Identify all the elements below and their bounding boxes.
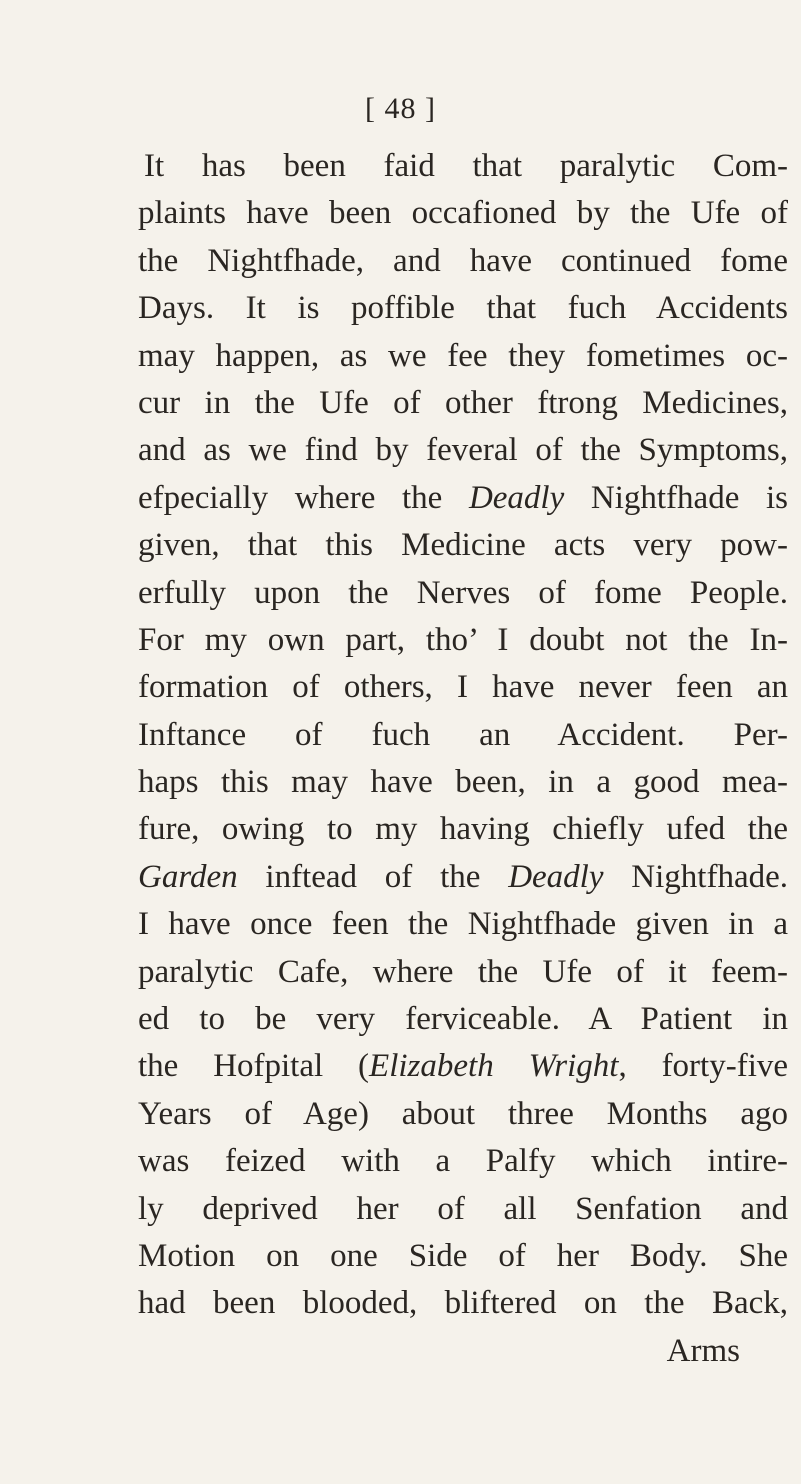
text-line xyxy=(138,806,788,853)
text-segment: Nightfhade. xyxy=(603,858,788,895)
text-segment: fure, owing to my having chiefly ufed the xyxy=(138,811,788,848)
text-segment: Years of Age) about three Months ago xyxy=(138,1095,788,1132)
text-segment: ed to be very ferviceable. A Patient in xyxy=(138,1001,788,1038)
text-segment: Nightfhade is xyxy=(564,479,788,516)
text-segment: Motion on one Side of her Body. She xyxy=(138,1237,788,1274)
text-segment: ly deprived her of all Senfation and xyxy=(138,1190,788,1227)
text-line xyxy=(138,854,788,901)
italic-text: Deadly xyxy=(508,858,604,895)
text-line xyxy=(138,427,788,474)
text-segment: formation of others, I have never feen an xyxy=(138,669,788,706)
text-line xyxy=(138,1091,788,1138)
text-segment: Inftance of fuch an Accident. Per- xyxy=(138,716,788,753)
text-segment: and as we find by feveral of the Symptoms, xyxy=(138,432,788,469)
text-line xyxy=(138,143,788,190)
italic-text: Elizabeth Wright xyxy=(369,1048,619,1085)
text-line xyxy=(138,712,788,759)
italic-text: Garden xyxy=(138,858,238,895)
text-segment: the Nightfhade, and have continued fome xyxy=(138,242,788,279)
text-segment: It has been faid that paralytic Com- xyxy=(144,148,788,184)
text-line xyxy=(138,1043,788,1090)
text-line xyxy=(138,901,788,948)
text-line xyxy=(138,949,788,996)
text-segment: inftead of the xyxy=(237,858,509,895)
text-line xyxy=(138,1280,788,1327)
text-line xyxy=(138,1138,788,1185)
text-segment: had been blooded, bliftered on the Back, xyxy=(138,1285,788,1322)
text-segment: paralytic Cafe, where the Ufe of it feem- xyxy=(138,953,788,990)
text-line xyxy=(138,570,788,617)
text-line xyxy=(138,996,788,1043)
text-line xyxy=(138,522,788,569)
text-line xyxy=(138,1186,788,1233)
text-line xyxy=(138,190,788,237)
text-segment: the Hofpital ( xyxy=(138,1048,370,1085)
text-line xyxy=(138,285,788,332)
text-segment: erfully upon the Nerves of fome People. xyxy=(138,574,788,611)
text-line xyxy=(138,664,788,711)
text-segment: Days. It is poffible that fuch Accidents xyxy=(138,290,788,327)
text-segment: , forty-five xyxy=(618,1048,789,1085)
body-text xyxy=(138,143,788,1375)
page-number: [ 48 ] xyxy=(365,92,436,125)
text-segment: I have once feen the Nightfhade given in a xyxy=(138,906,788,943)
text-line xyxy=(138,759,788,806)
text-segment: may happen, as we fee they fometimes oc- xyxy=(138,337,788,374)
text-line xyxy=(138,380,788,427)
text-segment: efpecially where the xyxy=(138,479,469,516)
text-segment: given, that this Medicine acts very pow- xyxy=(138,527,788,564)
text-segment: For my own part, tho’ I doubt not the In- xyxy=(138,621,788,658)
text-segment: haps this may have been, in a good mea- xyxy=(138,764,788,801)
text-segment: plaints have been occafioned by the Ufe of xyxy=(138,195,788,232)
text-line xyxy=(138,1233,788,1280)
text-segment: was feized with a Palfy which intire- xyxy=(138,1143,788,1180)
text-segment: cur in the Ufe of other ftrong Medicines, xyxy=(138,384,788,421)
text-line xyxy=(138,238,788,285)
catchword: Arms xyxy=(666,1332,740,1369)
text-line xyxy=(138,475,788,522)
text-line xyxy=(138,333,788,380)
italic-text: Deadly xyxy=(468,479,565,516)
text-line xyxy=(138,617,788,664)
